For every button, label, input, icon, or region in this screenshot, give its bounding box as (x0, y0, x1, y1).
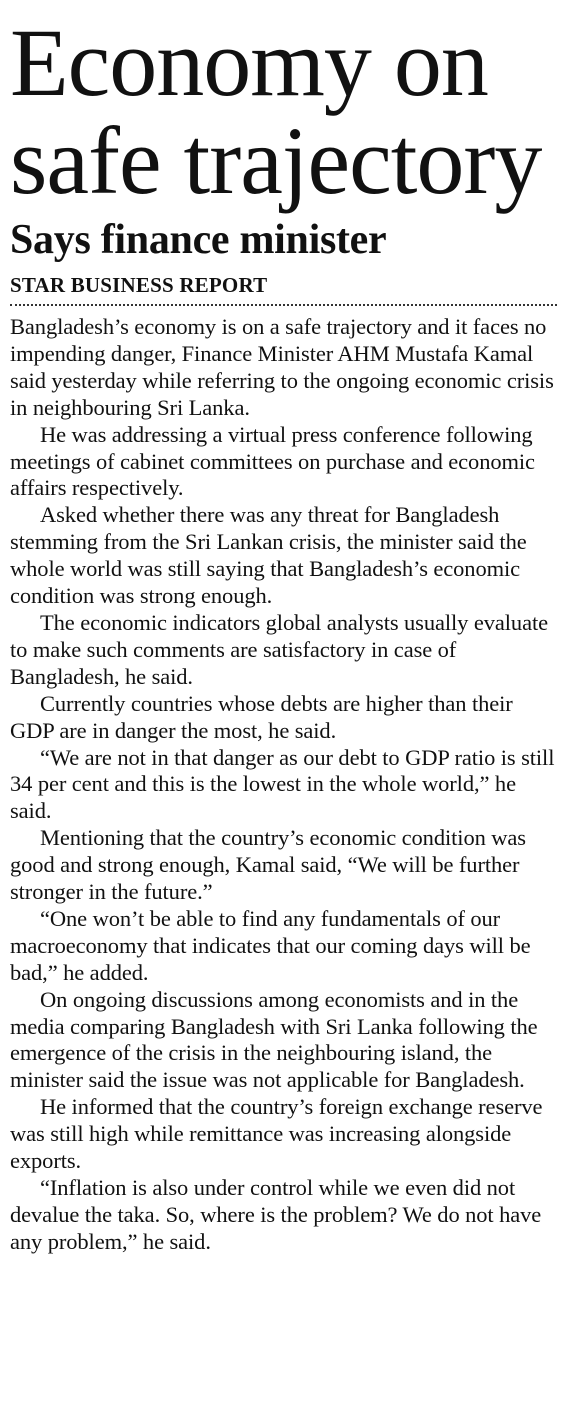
body-paragraph: He was addressing a virtual press conference following meetings of cabinet committees on purchase and economic affairs respectively. (10, 421, 535, 501)
article-body (10, 314, 557, 1256)
body-paragraph: “We are not in that danger as our debt to GDP ratio is still 34 per cent and this is the lowest in the whole world,” he said. (10, 744, 555, 824)
body-paragraph: Asked whether there was any threat for Bangladesh stemming from the Sri Lankan crisis, the minister said the whole world was still saying that Bangladesh’s economic condition was strong enough. (10, 502, 527, 609)
subheadline: Says finance minister (10, 217, 387, 263)
body-paragraph: On ongoing discussions among economists and in the media comparing Bangladesh with Sri Lanka following the emergence of the crisis in the neighbouring island, the minister said the issue was not applicable for Bangladesh. (10, 986, 538, 1093)
headline: Economy on safe trajectory (10, 9, 542, 214)
body-paragraph: The economic indicators global analysts usually evaluate to make such comments are satisfactory in case of Bangladesh, he said. (10, 609, 548, 689)
body-paragraph: Bangladesh’s economy is on a safe trajectory and it faces no impending danger, Finance Minister AHM Mustafa Kamal said yesterday while referring to the ongoing economic crisis in neighbouring Sri Lanka. (10, 314, 554, 420)
body-paragraph: Currently countries whose debts are higher than their GDP are in danger the most, he said. (10, 690, 513, 743)
dotted-divider (10, 304, 557, 306)
body-paragraph: Mentioning that the country’s economic condition was good and strong enough, Kamal said, “We will be further stronger in the future.” (10, 825, 526, 905)
body-paragraph: He informed that the country’s foreign exchange reserve was still high while remittance was increasing alongside exports. (10, 1094, 543, 1174)
body-paragraph: “Inflation is also under control while we even did not devalue the taka. So, where is the problem? We do not have any problem,” he said. (10, 1175, 542, 1254)
body-paragraph: “One won’t be able to find any fundamentals of our macroeconomy that indicates that our coming days will be bad,” he added. (10, 905, 531, 985)
byline: STAR BUSINESS REPORT (10, 273, 268, 297)
